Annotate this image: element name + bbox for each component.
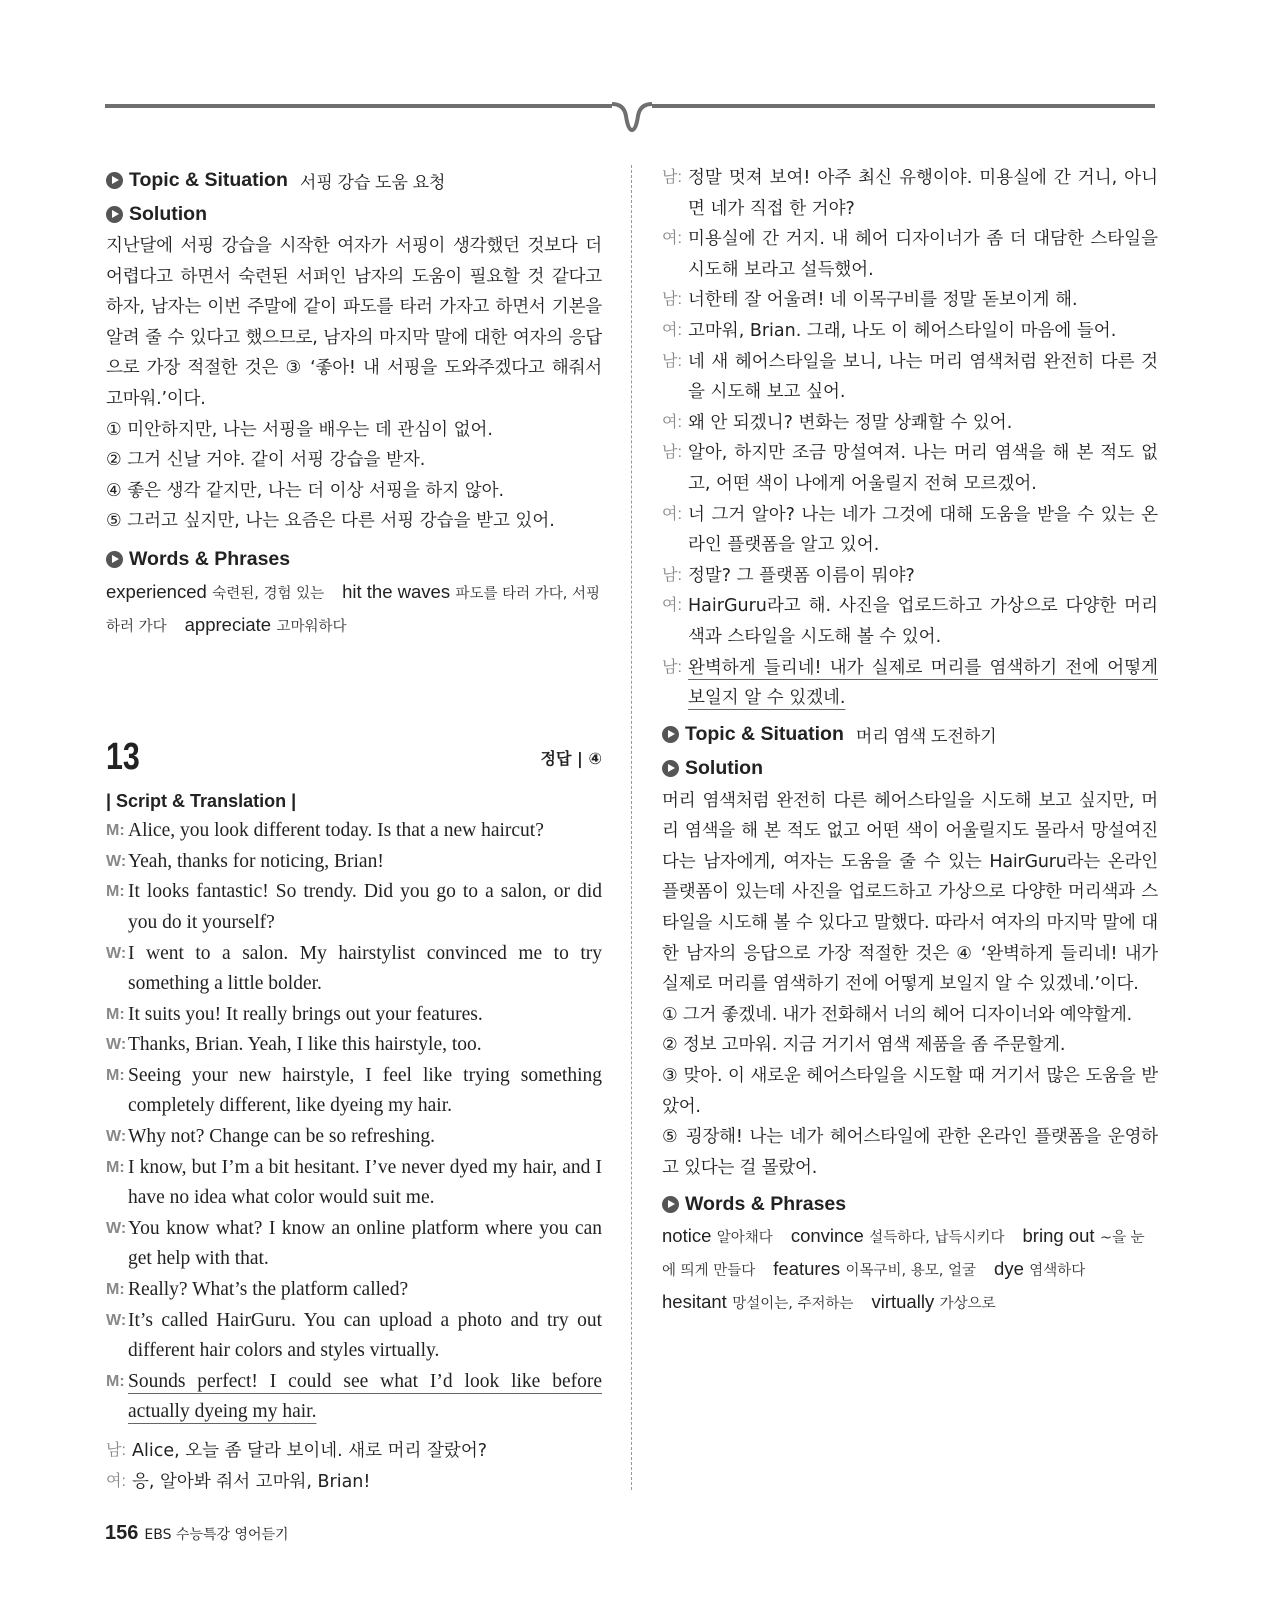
word-meaning: 설득하다, 납득시키다 bbox=[869, 1230, 1005, 1247]
speaker-label: M: bbox=[106, 822, 125, 840]
dialogue-text: 네 새 헤어스타일을 보니, 나는 머리 염색처럼 완전히 다른 것을 시도해 보고 싶어. bbox=[688, 351, 1158, 403]
dialogue-text: It’s called HairGuru. You can upload a photo and try out different hair colors and styles virtually. bbox=[128, 1309, 602, 1362]
dialogue-text: I went to a salon. My hairstylist convinced me to try something a little bolder. bbox=[128, 942, 602, 995]
speaker-label: M: bbox=[106, 1372, 125, 1390]
speaker-label: 남: bbox=[662, 658, 682, 676]
dialogue-line bbox=[662, 653, 1158, 714]
heading-label: Topic & Situation bbox=[129, 168, 288, 191]
word-meaning: 고마워하다 bbox=[276, 618, 347, 635]
word-meaning: 이목구비, 용모, 얼굴 bbox=[845, 1263, 977, 1279]
dialogue-text: I know, but I’m a bit hesitant. I’ve never dyed my hair, and I have no idea what color would suit me. bbox=[128, 1156, 602, 1209]
word-term: bring out bbox=[1022, 1225, 1095, 1247]
dialogue-text: Seeing your new hairstyle, I feel like trying something completely different, like dyeing my hair. bbox=[128, 1064, 602, 1117]
q13-translation-left bbox=[106, 1436, 602, 1497]
play-bullet-icon bbox=[662, 760, 679, 777]
play-bullet-icon bbox=[662, 726, 679, 743]
topic-text: 머리 염색 도전하기 bbox=[855, 727, 997, 747]
speaker-label: M: bbox=[106, 883, 125, 901]
answer-option: ⑤ 그러고 싶지만, 나는 요즘은 다른 서핑 강습을 받고 있어. bbox=[106, 511, 555, 532]
dialogue-line bbox=[106, 1030, 602, 1061]
dialogue-text: 고마워, Brian. 그래, 나도 이 헤어스타일이 마음에 들어. bbox=[688, 320, 1117, 341]
word-term: appreciate bbox=[184, 613, 272, 635]
play-bullet-icon bbox=[106, 172, 123, 189]
dialogue-line bbox=[662, 285, 1158, 316]
q13-translation-right bbox=[662, 163, 1158, 714]
dialogue-line bbox=[106, 1306, 602, 1367]
q13-words bbox=[662, 1221, 1158, 1319]
q13-header bbox=[106, 736, 602, 784]
dialogue-line bbox=[662, 561, 1158, 592]
word-meaning: ~을 눈에 띄게 만들다 bbox=[662, 1230, 1145, 1279]
speaker-label: 남: bbox=[106, 1442, 126, 1459]
speaker-label: 여: bbox=[662, 505, 682, 523]
q12-words bbox=[106, 577, 602, 642]
q12-solution-text: 지난달에 서핑 강습을 시작한 여자가 서핑이 생각했던 것보다 더 어렵다고 하면서 숙련된 서퍼인 남자의 도움이 필요할 것 같다고 하자, 남자는 이번 주말에 같이 파도를 타러 가자고 하면서 기본을 알려 줄 수 있다고 했으므로, 남자의 마지막 말에 대한 여자의 응답으로 가장 적절한 것은 ③ ‘좋아! 내 서핑을 도와주겠다고 해줘서 고마워.’이다. bbox=[106, 236, 602, 409]
dialogue-line bbox=[662, 500, 1158, 561]
speaker-label: 여: bbox=[662, 597, 682, 615]
play-bullet-icon bbox=[106, 551, 123, 568]
top-rule-notch bbox=[612, 100, 652, 136]
answer-option: ① 미안하지만, 나는 서핑을 배우는 데 관심이 없어. bbox=[106, 419, 493, 440]
word-term: hit the waves bbox=[342, 580, 451, 602]
word-meaning: 숙련된, 경험 있는 bbox=[212, 585, 325, 602]
answer-option: ④ 좋은 생각 같지만, 나는 더 이상 서핑을 하지 않아. bbox=[106, 480, 505, 501]
word-meaning: 파도를 타러 가다, 서핑 하러 가다 bbox=[106, 585, 600, 635]
answer-label: 정답 | ④ bbox=[540, 749, 602, 769]
word-meaning: 가상으로 bbox=[939, 1295, 996, 1312]
dialogue-text: 너 그거 알아? 나는 네가 그것에 대해 도움을 받을 수 있는 온라인 플랫폼을 알고 있어. bbox=[688, 504, 1158, 556]
dialogue-text: Why not? Change can be so refreshing. bbox=[128, 1126, 436, 1148]
left-column bbox=[106, 163, 602, 1497]
dialogue-line bbox=[106, 1367, 602, 1428]
speaker-label: W: bbox=[106, 1311, 127, 1329]
dialogue-line bbox=[106, 1122, 602, 1153]
q13-options bbox=[662, 1000, 1158, 1184]
dialogue-line bbox=[106, 1214, 602, 1275]
dialogue-line bbox=[106, 1061, 602, 1122]
dialogue-line bbox=[106, 1436, 602, 1467]
heading-label: Words & Phrases bbox=[129, 548, 291, 571]
speaker-label: 여: bbox=[662, 413, 682, 431]
question-number: 13 bbox=[106, 736, 140, 779]
word-term: notice bbox=[662, 1225, 712, 1247]
dialogue-text: 정말 멋져 보여! 아주 최신 유행이야. 미용실에 간 거니, 아니면 네가 직접 한 거야? bbox=[688, 168, 1158, 219]
word-term: hesitant bbox=[662, 1290, 727, 1312]
dialogue-line bbox=[106, 1153, 602, 1214]
q13-words-heading bbox=[662, 1187, 1158, 1221]
dialogue-text: Thanks, Brian. Yeah, I like this hairstyle, too. bbox=[128, 1034, 482, 1056]
answer-option: ① 그거 좋겠네. 내가 전화해서 너의 헤어 디자이너와 예약할게. bbox=[662, 1004, 1133, 1025]
q12-topic-heading bbox=[106, 163, 602, 197]
heading-label: Solution bbox=[685, 757, 763, 780]
speaker-label: 남: bbox=[662, 291, 682, 309]
answer-option: ② 정보 고마워. 지금 거기서 염색 제품을 좀 주문할게. bbox=[662, 1035, 1066, 1056]
dialogue-text: It suits you! It really brings out your features. bbox=[128, 1003, 483, 1025]
speaker-label: W: bbox=[106, 1036, 127, 1054]
speaker-label: 남: bbox=[662, 444, 682, 462]
book-title: EBS 수능특강 영어듣기 bbox=[144, 1527, 289, 1543]
dialogue-text: 알아, 하지만 조금 망설여져. 나는 머리 염색을 해 본 적도 없고, 어떤 색이 나에게 어울릴지 전혀 모르겠어. bbox=[688, 443, 1158, 494]
dialogue-line bbox=[106, 877, 602, 938]
q13-script bbox=[106, 816, 602, 1428]
speaker-label: M: bbox=[106, 1158, 125, 1176]
word-term: features bbox=[773, 1258, 841, 1279]
heading-label: Solution bbox=[129, 202, 207, 225]
word-term: dye bbox=[994, 1258, 1024, 1279]
column-divider bbox=[631, 165, 632, 1490]
page-footer bbox=[105, 1522, 289, 1545]
dialogue-text: Really? What’s the platform called? bbox=[128, 1279, 409, 1301]
speaker-label: W: bbox=[106, 1219, 127, 1237]
dialogue-line bbox=[662, 224, 1158, 285]
dialogue-text: 완벽하게 들리네! 내가 실제로 머리를 염색하기 전에 어떻게 보일지 알 수 있겠네. bbox=[688, 657, 1158, 709]
dialogue-line bbox=[662, 163, 1158, 224]
word-meaning: 염색하다 bbox=[1029, 1263, 1086, 1279]
speaker-label: M: bbox=[106, 1005, 125, 1023]
speaker-label: 여: bbox=[106, 1472, 126, 1490]
dialogue-line bbox=[106, 1275, 602, 1306]
speaker-label: 여: bbox=[662, 230, 682, 248]
dialogue-line bbox=[106, 847, 602, 878]
dialogue-line bbox=[662, 408, 1158, 439]
dialogue-text: 왜 안 되겠니? 변화는 정말 상쾌할 수 있어. bbox=[688, 412, 1013, 433]
play-bullet-icon bbox=[662, 1196, 679, 1213]
speaker-label: M: bbox=[106, 1066, 125, 1084]
play-bullet-icon bbox=[106, 206, 123, 223]
q13-topic-heading bbox=[662, 718, 1158, 752]
answer-option: ⑤ 굉장해! 나는 네가 헤어스타일에 관한 온라인 플랫폼을 운영하고 있다는 걸 몰랐어. bbox=[662, 1127, 1158, 1178]
dialogue-text: Alice, 오늘 좀 달라 보이네. 새로 머리 잘랐어? bbox=[132, 1441, 488, 1461]
q12-solution-heading bbox=[106, 197, 602, 231]
dialogue-text: You know what? I know an online platform where you can get help with that. bbox=[128, 1217, 602, 1270]
word-term: experienced bbox=[106, 580, 207, 602]
speaker-label: W: bbox=[106, 944, 127, 962]
q12-words-heading bbox=[106, 543, 602, 577]
speaker-label: W: bbox=[106, 852, 127, 870]
right-column bbox=[662, 163, 1158, 1319]
script-heading: | Script & Translation | bbox=[106, 791, 297, 812]
speaker-label: 남: bbox=[662, 566, 682, 584]
heading-label: Topic & Situation bbox=[685, 723, 844, 746]
answer-option: ③ 맞아. 이 새로운 헤어스타일을 시도할 때 거기서 많은 도움을 받았어. bbox=[662, 1066, 1158, 1117]
dialogue-text: Yeah, thanks for noticing, Brian! bbox=[128, 850, 384, 872]
dialogue-line bbox=[106, 816, 602, 847]
heading-label: Words & Phrases bbox=[685, 1192, 847, 1215]
dialogue-text: Alice, you look different today. Is that a new haircut? bbox=[128, 820, 544, 842]
dialogue-line bbox=[106, 1000, 602, 1031]
dialogue-text: HairGuru라고 해. 사진을 업로드하고 가상으로 다양한 머리색과 스타일을 시도해 볼 수 있어. bbox=[688, 596, 1158, 647]
word-meaning: 알아채다 bbox=[716, 1230, 773, 1247]
word-meaning: 망설이는, 주저하는 bbox=[732, 1295, 854, 1312]
speaker-label: 여: bbox=[662, 321, 682, 339]
dialogue-line bbox=[662, 438, 1158, 499]
dialogue-line bbox=[106, 939, 602, 1000]
dialogue-line bbox=[662, 316, 1158, 347]
dialogue-text: 미용실에 간 거지. 내 헤어 디자이너가 좀 더 대담한 스타일을 시도해 보라고 설득했어. bbox=[688, 229, 1158, 280]
answer-option: ② 그거 신날 거야. 같이 서핑 강습을 받자. bbox=[106, 450, 426, 471]
speaker-label: 남: bbox=[662, 169, 682, 186]
dialogue-text: It looks fantastic! So trendy. Did you go to a salon, or did you do it yourself? bbox=[128, 881, 602, 933]
topic-text: 서핑 강습 도움 요청 bbox=[299, 172, 446, 192]
dialogue-text: 너한테 잘 어울려! 네 이목구비를 정말 돋보이게 해. bbox=[688, 290, 1078, 311]
q12-options bbox=[106, 415, 602, 537]
word-term: virtually bbox=[871, 1290, 935, 1312]
speaker-label: W: bbox=[106, 1128, 127, 1146]
dialogue-text: 정말? 그 플랫폼 이름이 뭐야? bbox=[688, 565, 915, 586]
dialogue-text: Sounds perfect! I could see what I’d look like before actually dyeing my hair. bbox=[128, 1370, 602, 1423]
speaker-label: M: bbox=[106, 1281, 125, 1299]
dialogue-line bbox=[662, 591, 1158, 652]
dialogue-text: 응, 알아봐 줘서 고마워, Brian! bbox=[132, 1471, 371, 1492]
word-term: convince bbox=[790, 1225, 864, 1247]
q13-solution-heading bbox=[662, 752, 1158, 786]
dialogue-line bbox=[662, 347, 1158, 408]
dialogue-line bbox=[106, 1467, 602, 1498]
speaker-label: 남: bbox=[662, 352, 682, 370]
q13-solution-text: 머리 염색처럼 완전히 다른 헤어스타일을 시도해 보고 싶지만, 머리 염색을 해 본 적도 없고 어떤 색이 어울릴지도 몰라서 망설여진다는 남자에게, 여자는 도움을 줄 수 있는 HairGuru라는 온라인 플랫폼이 있는데 사진을 업로드하고 가상으로 다양한 머리색과 스타일을 시도해 볼 수 있다고 말했다. 따라서 여자의 마지막 말에 대한 남자의 응답으로 가장 적절한 것은 ④ ‘완벽하게 들리네! 내가 실제로 머리를 염색하기 전에 어떻게 보일지 알 수 있겠네.’이다. bbox=[662, 790, 1158, 995]
page-number: 156 bbox=[105, 1522, 139, 1544]
